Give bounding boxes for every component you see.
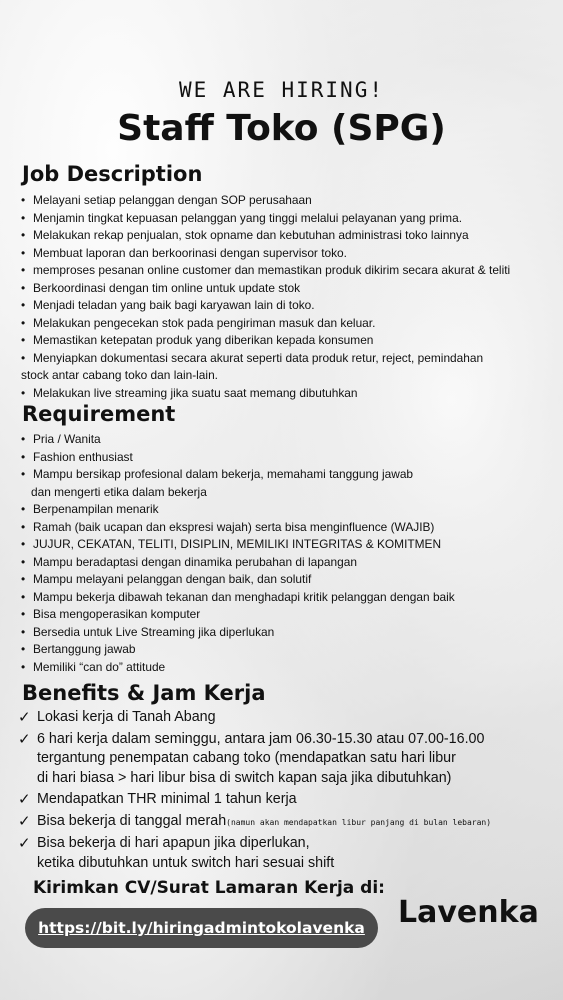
- list-item-text: Ramah (baik ucapan dan ekspresi wajah) serta bisa menginfluence (WAJIB): [33, 519, 435, 534]
- list-item: [20, 641, 555, 659]
- benefit-line: [37, 708, 558, 728]
- list-item-text: Menjamin tingkat kepuasan pelanggan yang tinggi melalui pelayanan yang prima.: [33, 210, 463, 225]
- benefit-item: [18, 834, 558, 873]
- check-icon: ✓: [18, 835, 31, 852]
- benefit-line-text: tergantung penempatan cabang toko (mendapatkan satu hari libur: [37, 750, 456, 766]
- list-item: [20, 227, 555, 245]
- benefits-heading: Benefits & Jam Kerja: [22, 681, 266, 705]
- benefit-line-text: Bisa bekerja di hari apapun jika diperlukan,: [37, 835, 310, 851]
- list-item: [20, 466, 555, 501]
- list-item: [20, 315, 555, 333]
- list-item: [20, 659, 555, 677]
- list-item-text: Berkoordinasi dengan tim online untuk update stok: [33, 280, 301, 295]
- list-item: [20, 350, 555, 385]
- list-item-text: Bisa mengoperasikan komputer: [33, 607, 201, 621]
- check-icon: ✓: [18, 812, 31, 830]
- list-item: [20, 519, 555, 537]
- list-item-text: Bersedia untuk Live Streaming jika diperlukan: [33, 624, 275, 639]
- list-item: [20, 589, 555, 607]
- list-item-text: Mampu beradaptasi dengan dinamika perubahan di lapangan: [33, 554, 357, 569]
- benefit-note: (namun akan mendapatkan libur panjang di bulan lebaran): [226, 817, 492, 827]
- list-item-text: Pria / Wanita: [33, 432, 101, 446]
- check-icon: ✓: [18, 791, 31, 808]
- brand-logo-text: Lavenka: [398, 895, 539, 930]
- list-item: [20, 571, 555, 589]
- list-item: [20, 431, 555, 449]
- list-item: [20, 606, 555, 624]
- cta-text: Kirimkan CV/Surat Lamaran Kerja di:: [33, 878, 385, 898]
- benefit-item: [18, 790, 558, 810]
- list-item: [20, 501, 555, 519]
- benefit-line-text: Mendapatkan THR minimal 1 tahun kerja: [37, 791, 297, 807]
- benefits-list: [18, 708, 558, 873]
- list-item-text: Memiliki “can do” attitude: [33, 659, 166, 674]
- list-item-text: Menyiapkan dokumentasi secara akurat seperti data produk retur, reject, pemindahan: [33, 350, 484, 365]
- benefit-line: [37, 730, 558, 750]
- job-description-list: [20, 192, 555, 402]
- benefit-line: [37, 854, 558, 874]
- list-item-text: Mampu melayani pelanggan dengan baik, dan solutif: [33, 572, 312, 586]
- benefit-line-text: Bisa bekerja di tanggal merah: [37, 812, 227, 829]
- list-item: [20, 385, 555, 403]
- job-title: Staff Toko (SPG): [117, 108, 446, 149]
- list-item-text: Bertanggung jawab: [33, 642, 136, 656]
- requirement-list: [20, 431, 555, 676]
- check-icon: ✓: [18, 709, 31, 726]
- benefit-line: [37, 749, 558, 769]
- benefit-item: [18, 812, 558, 833]
- list-item: [20, 554, 555, 572]
- benefit-line: [37, 769, 558, 789]
- list-item: [20, 262, 555, 280]
- list-item: [20, 449, 555, 467]
- benefit-line: [37, 790, 558, 810]
- list-item-text: Membuat laporan dan berkoorinasi dengan supervisor toko.: [33, 245, 347, 260]
- benefit-item: [18, 708, 558, 728]
- list-item: [20, 210, 555, 228]
- list-item-text: memproses pesanan online customer dan memastikan produk dikirim secara akurat & teliti: [33, 263, 511, 277]
- apply-link-button[interactable]: https://bit.ly/hiringadmintokolavenka: [25, 908, 378, 948]
- list-item-text: Menjadi teladan yang baik bagi karyawan lain di toko.: [33, 298, 315, 312]
- requirement-heading: Requirement: [22, 402, 176, 426]
- list-item-text: Melakukan pengecekan stok pada pengiriman masuk dan keluar.: [33, 315, 376, 330]
- list-item: [20, 624, 555, 642]
- list-item-text: Memastikan ketepatan produk yang diberikan kepada konsumen: [33, 333, 374, 347]
- list-item-text: Berpenampilan menarik: [33, 502, 159, 516]
- benefit-line-text: di hari biasa > hari libur bisa di switch kapan saja jika dibutuhkan): [37, 769, 452, 786]
- list-item-text: Mampu bekerja dibawah tekanan dan menghadapi kritik pelanggan dengan baik: [33, 589, 455, 604]
- benefit-line: [37, 812, 558, 833]
- list-item: [20, 297, 555, 315]
- list-item-continuation: stock antar cabang toko dan lain-lain.: [21, 368, 218, 382]
- list-item-text: JUJUR, CEKATAN, TELITI, DISIPLIN, MEMILIKI INTEGRITAS & KOMITMEN: [33, 537, 442, 551]
- job-description-heading: Job Description: [22, 162, 203, 186]
- benefit-item: [18, 730, 558, 789]
- benefit-line-text: 6 hari kerja dalam seminggu, antara jam 06.30-15.30 atau 07.00-16.00: [37, 730, 485, 747]
- list-item-text: Mampu bersikap profesional dalam bekerja, memahami tanggung jawab: [33, 467, 414, 481]
- benefit-line-text: Lokasi kerja di Tanah Abang: [37, 709, 216, 725]
- list-item-text: Melakukan live streaming jika suatu saat memang dibutuhkan: [33, 385, 358, 400]
- list-item-text: Melayani setiap pelanggan dengan SOP perusahaan: [33, 193, 312, 207]
- hiring-banner: WE ARE HIRING!: [178, 78, 384, 102]
- list-item: [20, 245, 555, 263]
- list-item: [20, 280, 555, 298]
- list-item-text: Fashion enthusiast: [33, 449, 133, 464]
- check-icon: ✓: [18, 730, 31, 748]
- list-item-text: Melakukan rekap penjualan, stok opname dan kebutuhan administrasi toko lainnya: [33, 228, 469, 242]
- benefit-line-text: ketika dibutuhkan untuk switch hari sesuai shift: [37, 854, 335, 871]
- benefit-line: [37, 834, 558, 854]
- list-item-continuation: dan mengerti etika dalam bekerja: [31, 484, 207, 499]
- list-item: [20, 192, 555, 210]
- list-item: [20, 536, 555, 554]
- list-item: [20, 332, 555, 350]
